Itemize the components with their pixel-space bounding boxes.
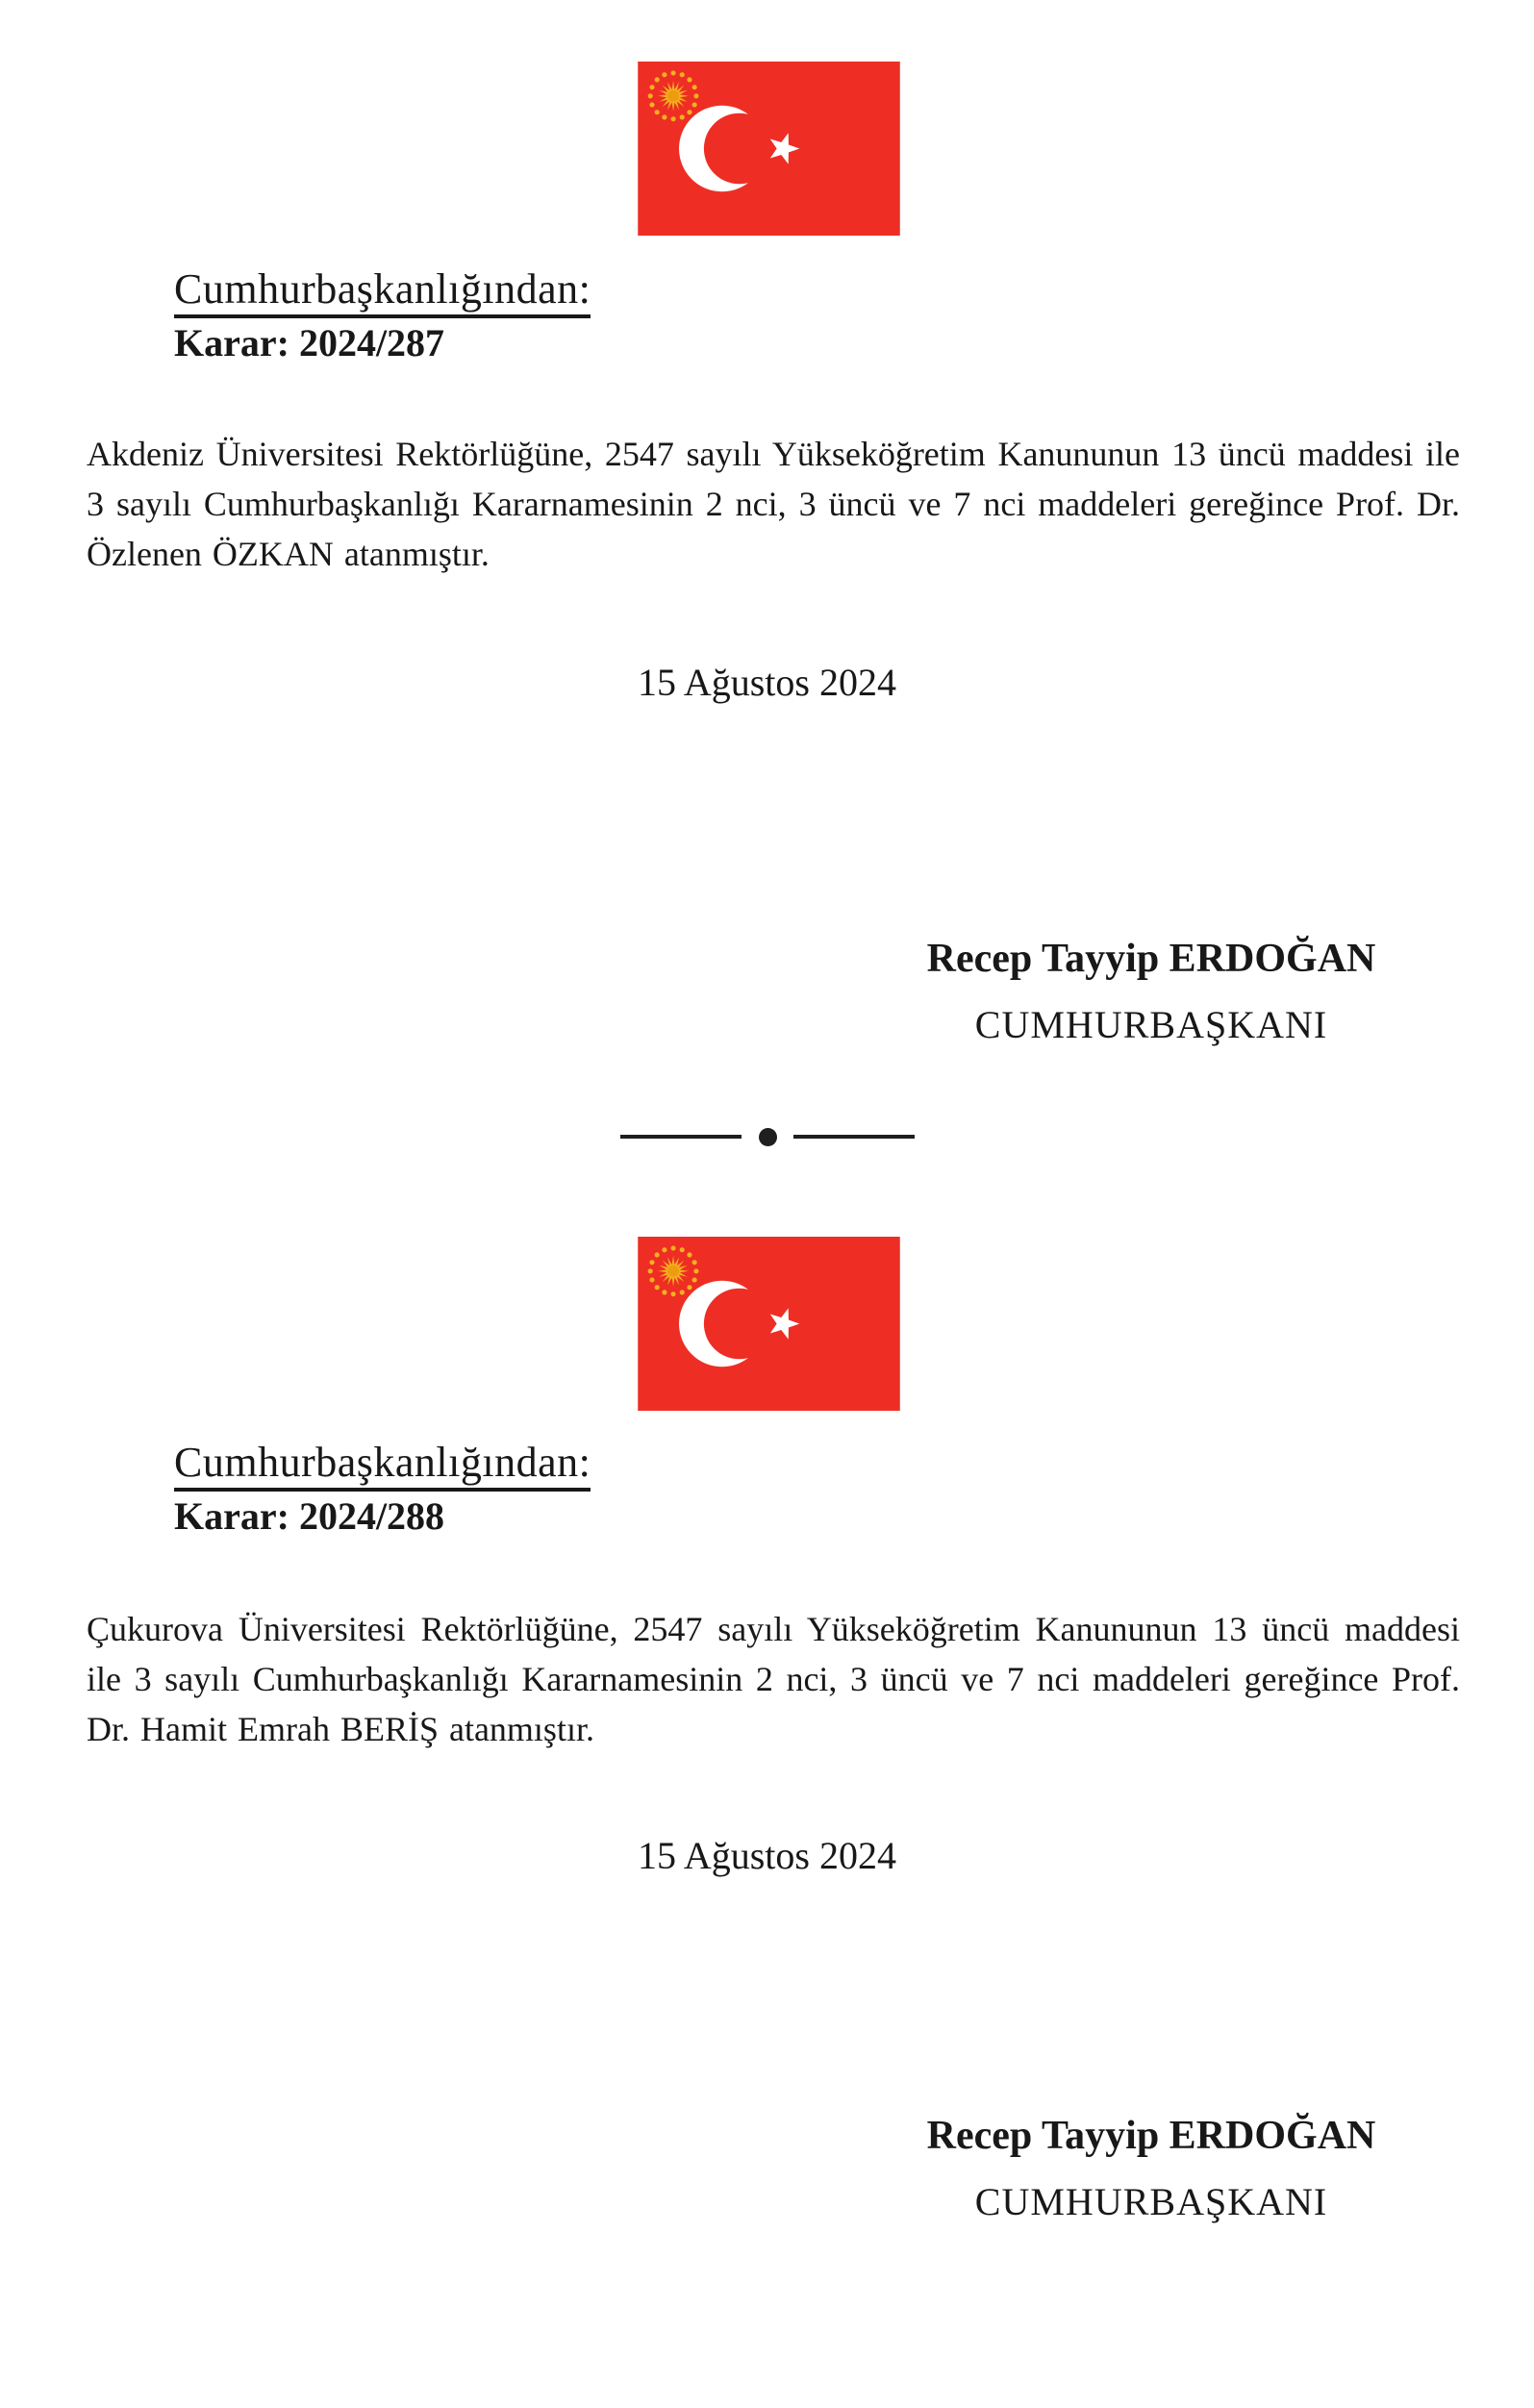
signature-block [863, 2112, 1440, 2224]
signatory-name: Recep Tayyip ERDOĞAN [926, 937, 1376, 981]
presidential-flag-icon [638, 1237, 900, 1411]
separator-rule-right [793, 1135, 915, 1139]
presidential-flag-icon [638, 62, 900, 236]
signature-block [863, 935, 1440, 1047]
sun-core [667, 1266, 679, 1277]
decree-body-text: Akdeniz Üniversitesi Rektörlüğüne, 2547 sayılı Yükseköğretim Kanununun 13 üncü maddesi ile 3 sayılı Cumhurbaşkanlığı Kararnamesinin 2 nci, 3 üncü ve 7 nci maddeleri gereğince Prof. Dr. Özlenen ÖZKAN atanmıştır. [87, 435, 1460, 573]
decision-number: Karar: 2024/288 [174, 1494, 445, 1538]
issuer-heading-text: Cumhurbaşkanlığından: [174, 265, 591, 318]
issuer-heading-text: Cumhurbaşkanlığından: [174, 1439, 591, 1492]
issuer-heading [174, 1439, 591, 1492]
decree-date: 15 Ağustos 2024 [638, 1834, 896, 1877]
sun-core [667, 90, 679, 102]
crescent-cutout [704, 113, 775, 185]
issuer-heading [174, 265, 591, 318]
separator-rule-left [620, 1135, 742, 1139]
decree-date: 15 Ağustos 2024 [638, 661, 896, 704]
decree-body-text: Çukurova Üniversitesi Rektörlüğüne, 2547 sayılı Yükseköğretim Kanununun 13 üncü maddesi ile 3 sayılı Cumhurbaşkanlığı Kararnamesinin 2 nci, 3 üncü ve 7 nci maddeleri gereğince Prof. Dr. Hamit Emrah BERİŞ atanmıştır. [87, 1610, 1460, 1748]
crescent-cutout [704, 1289, 775, 1360]
signatory-title: CUMHURBAŞKANI [974, 2180, 1328, 2223]
section-separator [620, 1127, 915, 1146]
decision-number: Karar: 2024/287 [174, 321, 445, 364]
signatory-title: CUMHURBAŞKANI [974, 1003, 1328, 1046]
separator-bullet [759, 1128, 777, 1146]
signatory-name: Recep Tayyip ERDOĞAN [926, 2114, 1376, 2158]
